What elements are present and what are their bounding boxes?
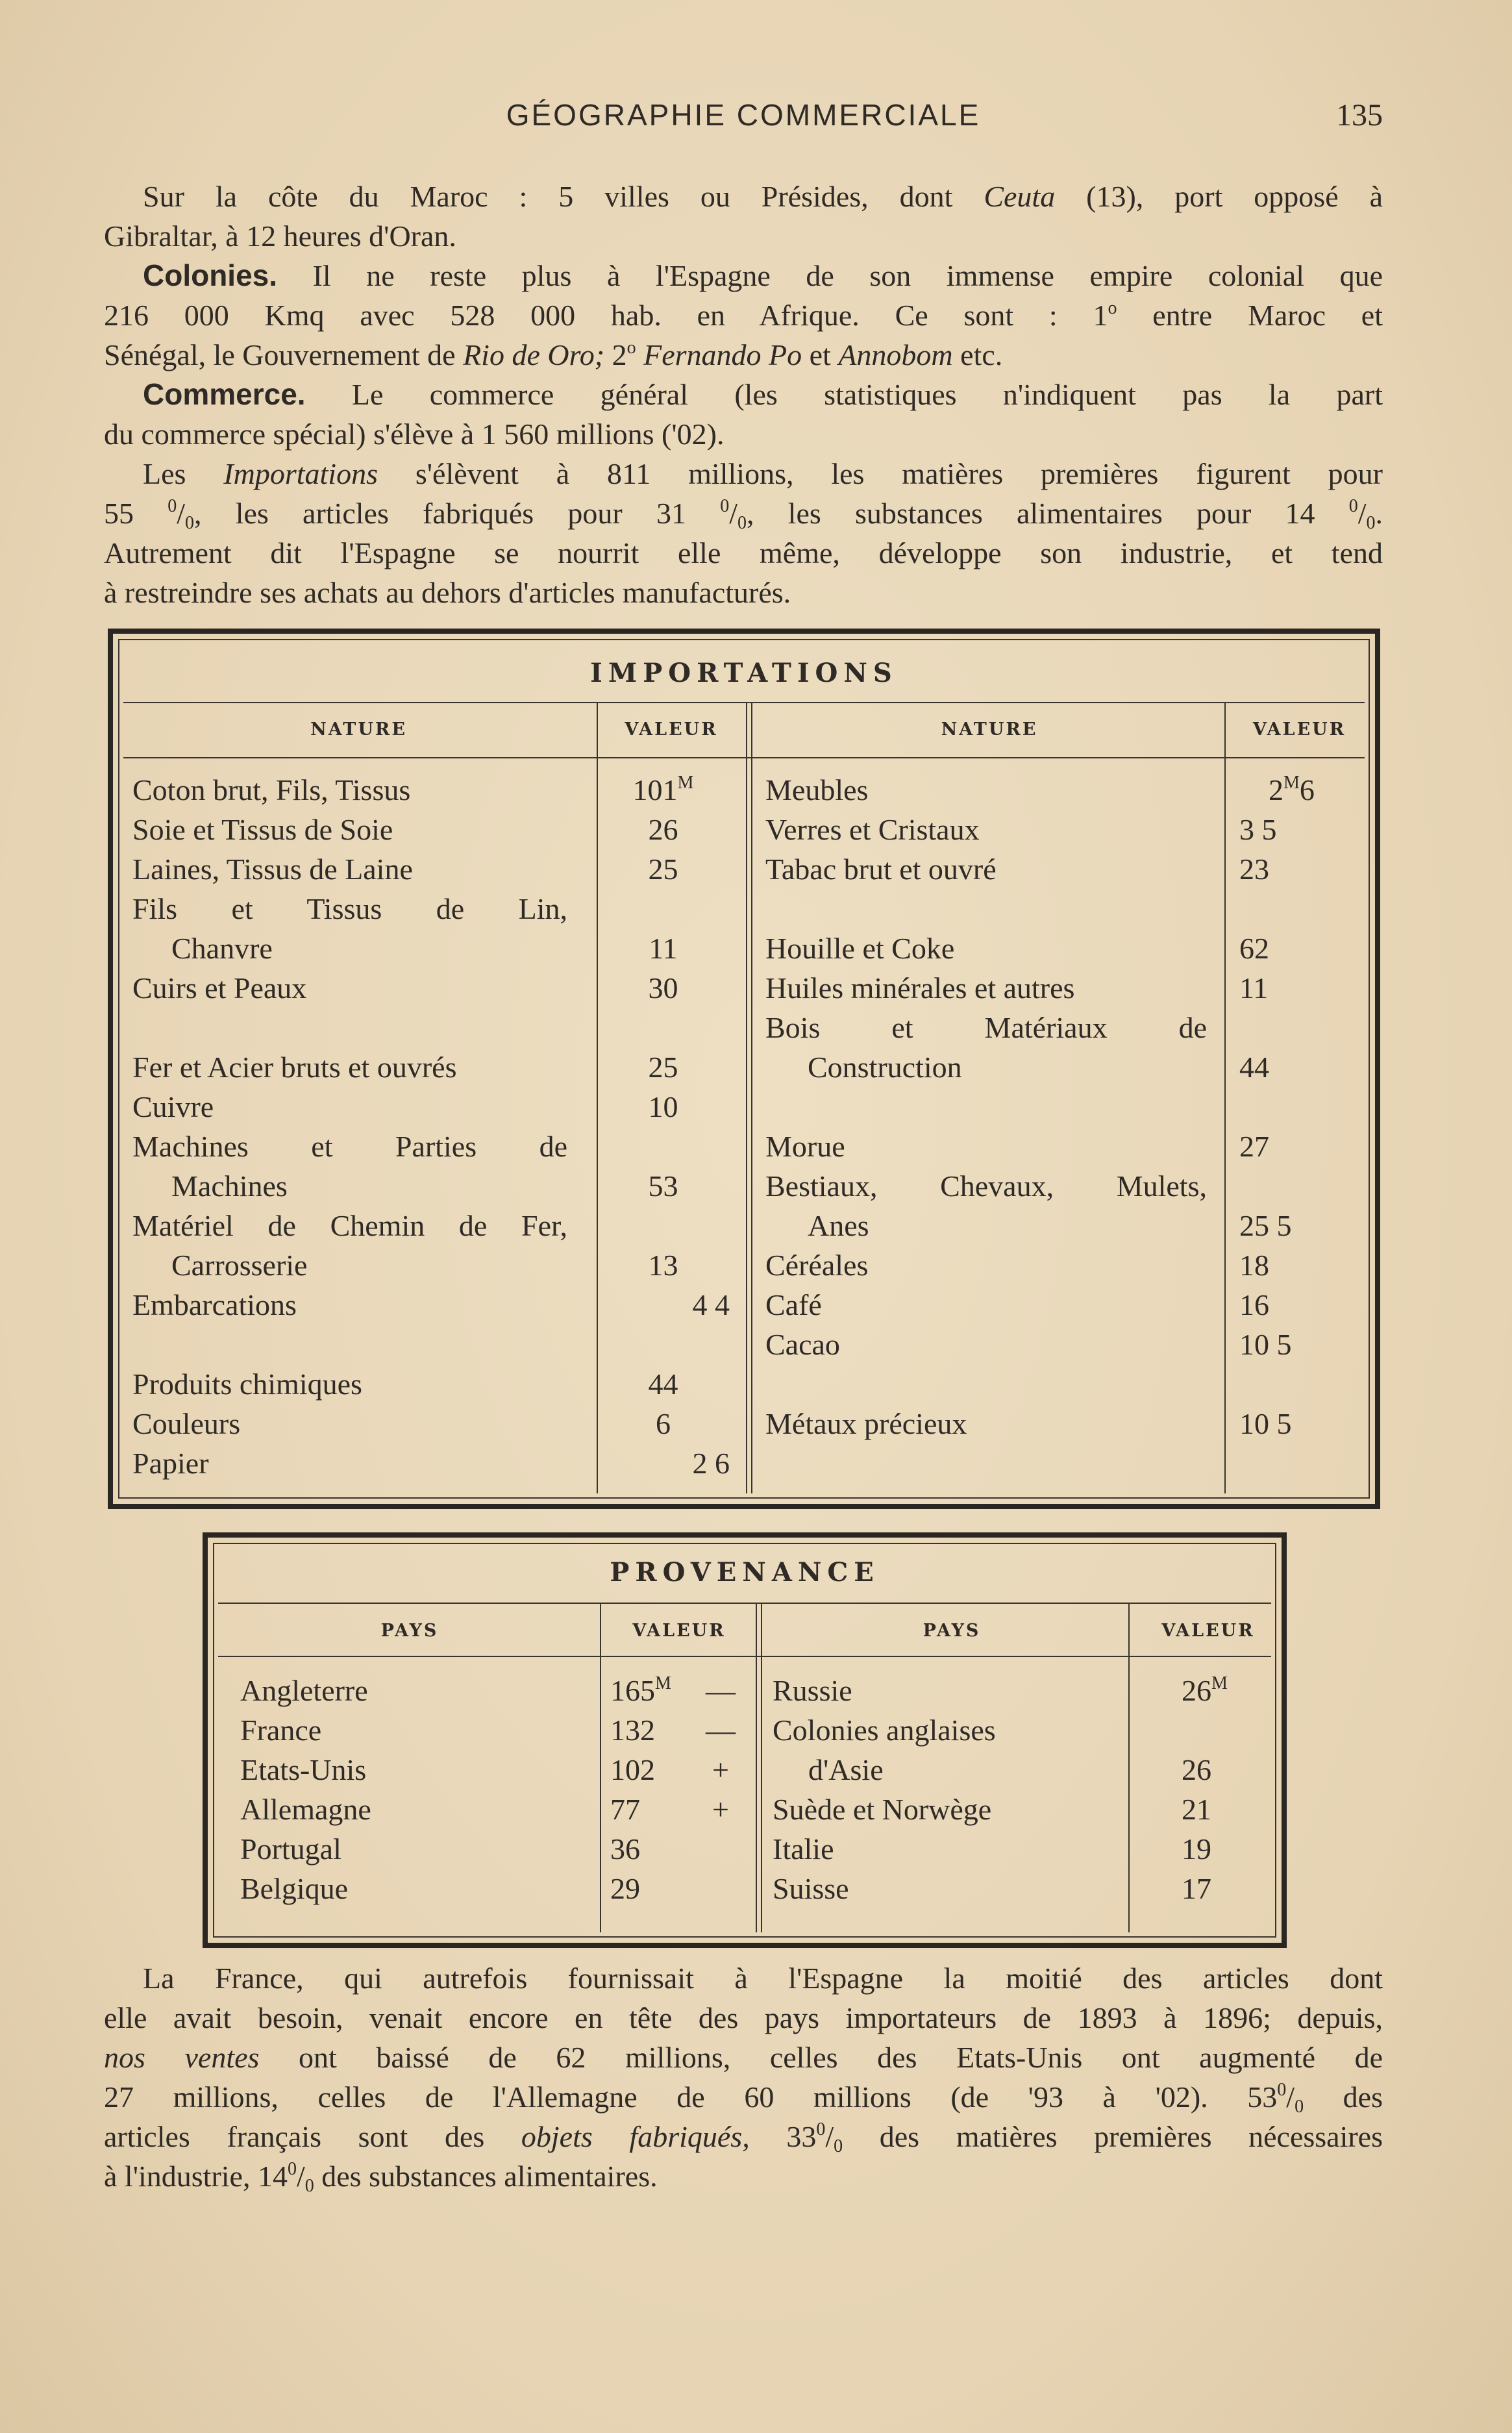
valeur-cell: 21 xyxy=(1182,1793,1211,1826)
valeur-cell: 18 xyxy=(1239,1249,1269,1282)
pays-label: Angleterre xyxy=(240,1674,368,1707)
nature-label: Tabac brut et ouvré xyxy=(765,853,997,886)
pays-label: France xyxy=(240,1714,322,1747)
text-line: La France, qui autrefois fournissait à l'Espagne la moitié des articles dont xyxy=(143,1962,1383,1995)
valeur-cell: 2 6 xyxy=(692,1447,730,1480)
nature-label: Anes xyxy=(808,1209,869,1242)
trend-mark: — xyxy=(706,1714,736,1747)
col-head-pays: PAYS xyxy=(923,1621,981,1641)
nature-label: Coton brut, Fils, Tissus xyxy=(132,773,411,806)
text-line: Sur la côte du Maroc : 5 villes ou Présides, dont Ceuta (13), port opposé à xyxy=(143,180,1383,213)
valeur-cell: 17 xyxy=(1182,1872,1211,1905)
valeur-cell: $2^M6$ xyxy=(1269,773,1315,806)
provenance-title: PROVENANCE xyxy=(610,1557,880,1588)
closing-paragraph xyxy=(104,1958,1383,2196)
valeur-cell: 10 xyxy=(648,1090,678,1123)
nature-label: Verres et Cristaux xyxy=(765,813,980,846)
nature-label: Couleurs xyxy=(132,1407,241,1440)
nature-label: Huiles minérales et autres xyxy=(765,971,1075,1004)
valeur-cell: 25 5 xyxy=(1239,1209,1292,1242)
nature-label: Construction xyxy=(808,1051,962,1084)
nature-label: Fer et Acier bruts et ouvrés xyxy=(132,1051,457,1084)
text-line: 216 000 Kmq avec 528 000 hab. en Afrique. Ce sont : 1$^o$ entre Maroc et xyxy=(104,298,1383,332)
valeur-cell: 10 5 xyxy=(1239,1328,1292,1361)
valeur-cell: 11 xyxy=(1239,971,1269,1004)
valeur-cell: 30 xyxy=(648,971,678,1004)
pays-label: Colonies anglaises xyxy=(773,1714,996,1747)
nature-label: Bestiaux, Chevaux, Mulets, xyxy=(765,1169,1207,1203)
running-head xyxy=(104,97,1383,136)
col-head-valeur: VALEUR xyxy=(632,1621,726,1641)
text-line: à l'industrie, $14^0/_0$ des substances alimentaires. xyxy=(104,2159,658,2196)
trend-mark: + xyxy=(712,1753,729,1786)
text-line: à restreindre ses achats au dehors d'articles manufacturés. xyxy=(104,576,791,609)
nature-label: Chanvre xyxy=(171,932,273,965)
valeur-cell: 36 xyxy=(610,1832,640,1865)
nature-label: Morue xyxy=(765,1130,845,1163)
text-line: nos ventes ont baissé de 62 millions, celles des Etats-Unis ont augmenté de xyxy=(104,2041,1383,2074)
nature-label: Cuivre xyxy=(132,1090,214,1123)
text-line: elle avait besoin, venait encore en tête des pays importateurs de 1893 à 1896; depuis, xyxy=(104,2001,1383,2034)
valeur-cell: 27 xyxy=(1239,1130,1269,1163)
text-line: Autrement dit l'Espagne se nourrit elle même, développe son industrie, et tend xyxy=(104,536,1383,569)
nature-label: Métaux précieux xyxy=(765,1407,967,1440)
nature-label: Embarcations xyxy=(132,1288,297,1321)
importations-title: IMPORTATIONS xyxy=(590,658,898,688)
nature-label: Houille et Coke xyxy=(765,932,955,965)
text-line: du commerce spécial) s'élève à 1 560 millions ('02). xyxy=(104,418,725,451)
valeur-cell: 4 4 xyxy=(692,1288,730,1321)
valeur-cell: 62 xyxy=(1239,932,1269,965)
valeur-cell: 25 xyxy=(648,853,678,886)
nature-label: Carrosserie xyxy=(171,1249,308,1282)
col-head-nature: NATURE xyxy=(941,719,1038,740)
valeur-cell: 3 5 xyxy=(1239,813,1277,846)
page-number: 135 xyxy=(1336,98,1383,132)
text-line: 55 $^0/_0$, les articles fabriqués pour 31 $^0/_0$, les substances alimentaires pour 14 $^0/_0$. xyxy=(104,496,1383,533)
nature-label: Laines, Tissus de Laine xyxy=(132,853,413,886)
commerce-paragraph xyxy=(104,375,1383,612)
text-line: Colonies. Il ne reste plus à l'Espagne de son immense empire colonial que xyxy=(143,258,1383,292)
colonies-paragraph xyxy=(104,256,1383,375)
text-line: Les Importations s'élèvent à 811 millions, les matières premières figurent pour xyxy=(143,457,1383,490)
nature-label: Cuirs et Peaux xyxy=(132,971,307,1004)
valeur-cell: 102 xyxy=(610,1753,655,1786)
nature-label: Soie et Tissus de Soie xyxy=(132,813,393,846)
valeur-cell: 13 xyxy=(648,1249,678,1282)
commerce-heading: Commerce. xyxy=(143,377,306,411)
nature-label: Meubles xyxy=(765,773,869,806)
text-line: articles français sont des objets fabriqués, $33^0/_0$ des matières premières nécessaires xyxy=(104,2119,1383,2156)
colonies-heading: Colonies. xyxy=(143,258,278,292)
pays-label: Etats-Unis xyxy=(240,1753,367,1786)
valeur-cell: 6 xyxy=(656,1407,671,1440)
importations-table xyxy=(108,629,1380,1509)
col-head-valeur: VALEUR xyxy=(1161,1621,1255,1641)
text-line: Sénégal, le Gouvernement de Rio de Oro; 2$^o$ Fernando Po et Annobom etc. xyxy=(104,338,1003,371)
pays-label: Suède et Norwège xyxy=(773,1793,992,1826)
running-title: GÉOGRAPHIE COMMERCIALE xyxy=(506,98,981,132)
valeur-cell: 23 xyxy=(1239,853,1269,886)
pays-label: Belgique xyxy=(240,1872,349,1905)
intro-paragraph xyxy=(104,177,1383,256)
col-head-valeur: VALEUR xyxy=(1252,719,1346,740)
valeur-cell: 53 xyxy=(648,1169,678,1203)
trend-mark: + xyxy=(712,1793,729,1826)
valeur-cell: 77 xyxy=(610,1793,640,1826)
valeur-cell: 10 5 xyxy=(1239,1407,1292,1440)
col-head-valeur: VALEUR xyxy=(625,719,718,740)
valeur-cell: 44 xyxy=(648,1367,678,1401)
valeur-cell: 25 xyxy=(648,1051,678,1084)
pays-label: Portugal xyxy=(240,1832,341,1865)
trend-mark: — xyxy=(706,1674,736,1707)
col-head-nature: NATURE xyxy=(310,719,407,740)
pays-label: d'Asie xyxy=(808,1753,884,1786)
text-line: Gibraltar, à 12 heures d'Oran. xyxy=(104,219,456,253)
nature-label: Machines xyxy=(171,1169,288,1203)
pays-label: Suisse xyxy=(773,1872,849,1905)
valeur-cell: 29 xyxy=(610,1872,640,1905)
pays-label: Russie xyxy=(773,1674,852,1707)
text-line: Commerce. Le commerce général (les statistiques n'indiquent pas la part xyxy=(143,377,1383,411)
pays-label: Allemagne xyxy=(240,1793,371,1826)
valeur-cell: 19 xyxy=(1182,1832,1211,1865)
nature-label: Papier xyxy=(132,1447,209,1480)
text-line: 27 millions, celles de l'Allemagne de 60 millions (de '93 à '02). $53^0/_0$ des xyxy=(104,2080,1383,2117)
pays-label: Italie xyxy=(773,1832,834,1865)
valeur-cell: 132 xyxy=(610,1714,655,1747)
nature-label: Fils et Tissus de Lin, xyxy=(132,892,567,925)
nature-label: Machines et Parties de xyxy=(132,1130,567,1163)
valeur-cell: 11 xyxy=(649,932,678,965)
valeur-cell: $101^M$ xyxy=(632,773,694,806)
nature-label: Produits chimiques xyxy=(132,1367,362,1401)
valeur-cell: 16 xyxy=(1239,1288,1269,1321)
nature-label: Bois et Matériaux de xyxy=(765,1011,1207,1044)
valeur-cell: 26 xyxy=(648,813,678,846)
valeur-cell: 26 xyxy=(1182,1753,1211,1786)
nature-label: Céréales xyxy=(765,1249,869,1282)
nature-label: Café xyxy=(765,1288,822,1321)
col-head-pays: PAYS xyxy=(380,1621,439,1641)
nature-label: Matériel de Chemin de Fer, xyxy=(132,1209,567,1242)
provenance-table xyxy=(203,1532,1287,1948)
valeur-cell: 44 xyxy=(1239,1051,1269,1084)
nature-label: Cacao xyxy=(765,1328,840,1361)
valeur-cell: $165^M$ xyxy=(610,1673,671,1707)
valeur-cell: $26^M$ xyxy=(1182,1673,1228,1707)
